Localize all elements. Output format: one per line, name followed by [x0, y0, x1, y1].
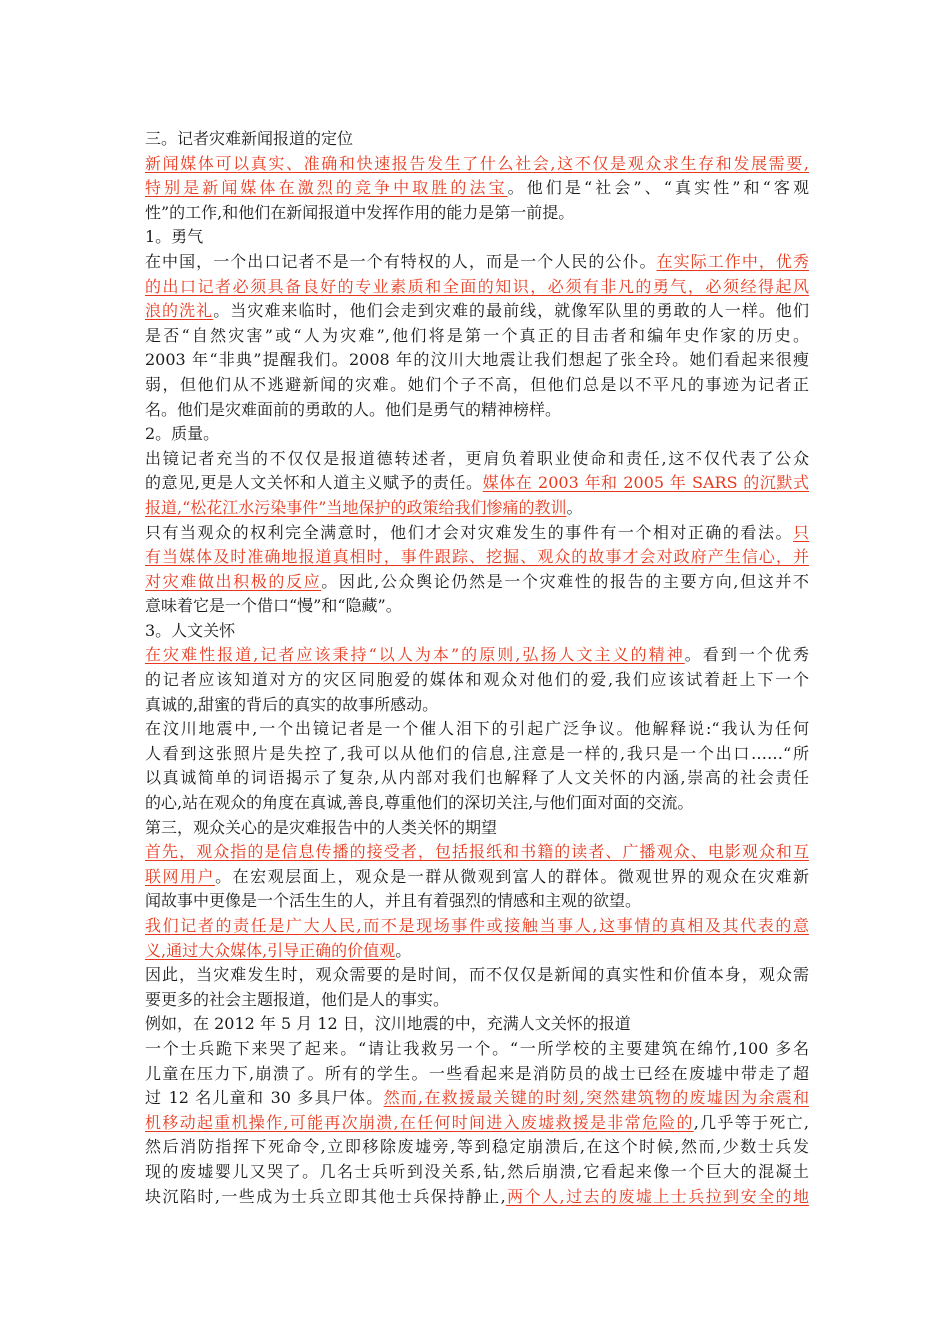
text-segment: 出镜记者充当的不仅仅是报道德转述者，更肩负着职业使命和责任,这不仅代表了公众 [145, 448, 809, 468]
highlighted-text: 有当媒体及时准确地报道真相时，事件跟踪、挖掘、观众的故事才会对政府产生信心，并 [145, 547, 809, 567]
highlighted-text: 特别是新闻媒体在激烈的竞争中取胜的法宝 [145, 178, 508, 198]
text-segment: 然后消防指挥下死命令,立即移除废墟旁,等到稳定崩溃后,在这个时候,然而,少数士兵发 [145, 1137, 809, 1157]
highlighted-text: 义,通过大众媒体,引导正确的价值观 [145, 940, 396, 960]
highlighted-text: 联网用户 [145, 866, 216, 886]
highlighted-text: 媒体在 2003 年和 2005 年 SARS 的沉默式 [482, 473, 809, 493]
text-line [145, 1160, 809, 1185]
text-segment: 一个士兵跪下来哭了起来。“请让我救另一个。“一所学校的主要建筑在绵竹,100 多名 [145, 1038, 809, 1058]
text-line [145, 988, 809, 1013]
text-line [145, 1062, 809, 1087]
text-line [145, 693, 809, 718]
text-line [145, 201, 809, 226]
highlighted-text: 首先，观众指的是信息传播的接受者，包括报纸和书籍的读者、广播观众、电影观众和互 [145, 842, 809, 862]
text-segment: 只有当观众的权利完全满意时，他们才会对灾难发生的事件有一个相对正确的看法。 [145, 522, 793, 542]
text-segment: 。他们是“社会”、“真实性”和“客观 [507, 178, 809, 198]
text-line [145, 496, 809, 521]
text-segment: 例如，在 2012 年 5 月 12 日，汶川地震的中，充满人文关怀的报道 [145, 1014, 631, 1034]
text-line [145, 594, 809, 619]
highlighted-text: 机移动起重机操作,可能再次崩溃,在任何时间进入废墟救援是非常危险的 [145, 1112, 694, 1132]
text-line [145, 225, 809, 250]
text-segment: 名。他们是灾难面前的勇敢的人。他们是勇气的精神榜样。 [145, 399, 562, 419]
text-line [145, 619, 809, 644]
text-segment: 要更多的社会主题报道，他们是人的事实。 [145, 989, 450, 1009]
text-line [145, 1135, 809, 1160]
text-segment: 性”的工作,和他们在新闻报道中发挥作用的能力是第一前提。 [145, 202, 575, 222]
text-segment: 是否“自然灾害”或“人为灾难”,他们将是第一个真正的目击者和编年史作家的历史。 [145, 325, 809, 345]
text-line [145, 152, 809, 177]
text-segment: 第三，观众关心的是灾难报告中的人类关怀的期望 [145, 817, 498, 837]
text-line [145, 447, 809, 472]
text-segment: 因此，当灾难发生时，观众需要的是时间，而不仅仅是新闻的真实性和价值本身，观众需 [145, 965, 809, 985]
text-line [145, 791, 809, 816]
text-segment: 。在宏观层面上，观众是一群从微观到富人的群体。微观世界的观众在灾难新 [215, 866, 809, 886]
text-segment: 块沉陷时,一些成为士兵立即其他士兵保持静止, [145, 1186, 506, 1206]
highlighted-text: 浪的洗礼 [145, 301, 214, 321]
text-line [145, 939, 809, 964]
text-segment: 2。质量。 [145, 424, 220, 444]
text-line [145, 963, 809, 988]
text-segment: 人看到这张照片是失控了,我可以从他们的信息,注意是一样的,我只是一个出口……“所 [145, 743, 809, 763]
text-line [145, 643, 809, 668]
text-segment: 1。勇气 [145, 227, 204, 247]
text-segment: 2003 年“非典”提醒我们。2008 年的汶川大地震让我们想起了张全玲。她们看起来很瘦 [145, 350, 809, 370]
text-segment: 闻故事中更像是一个活生生的人，并且有着强烈的情感和主观的欲望。 [145, 891, 642, 911]
text-line [145, 1111, 809, 1136]
text-line [145, 1086, 809, 1111]
text-line [145, 1012, 809, 1037]
text-line [145, 398, 809, 423]
highlighted-text: 只 [792, 522, 809, 542]
text-segment: 真诚的,甜蜜的背后的真实的故事所感动。 [145, 694, 439, 714]
highlighted-text: 新闻媒体可以真实、准确和快速报告发生了什么社会,这不仅是观众求生存和发展需要, [145, 153, 809, 173]
text-line [145, 1037, 809, 1062]
text-segment: 以真诚简单的词语揭示了复杂,从内部对我们也解释了人文关怀的内涵,崇高的社会责任 [145, 768, 809, 788]
text-segment: 三。记者灾难新闻报道的定位 [145, 129, 354, 148]
highlighted-text: 在实际工作中，优秀 [656, 251, 809, 271]
text-line [145, 521, 809, 546]
text-line [145, 324, 809, 349]
text-segment: 儿童在压力下,崩溃了。所有的学生。一些看起来是消防员的战士已经在废墟中带走了超 [145, 1063, 809, 1083]
text-segment: 的心,站在观众的角度在真诚,善良,尊重他们的深切关注,与他们面对面的交流。 [145, 793, 694, 813]
text-segment: ,几乎等于死亡, [693, 1112, 809, 1132]
text-segment: 。 [395, 940, 412, 960]
text-line [145, 275, 809, 300]
text-line [145, 422, 809, 447]
highlighted-text: 报道,“松花江水污染事件”当地保护的政策给我们惨痛的教训 [145, 497, 567, 517]
text-line [145, 717, 809, 742]
text-line [145, 840, 809, 865]
highlighted-text: 在灾难性报道,记者应该秉持“以人为本”的原则,弘扬人文主义的精神 [145, 645, 685, 665]
text-line [145, 127, 809, 152]
text-line [145, 1185, 809, 1210]
text-line [145, 250, 809, 275]
highlighted-text: 的出口记者必须具备良好的专业素质和全面的知识，必须有非凡的勇气，必须经得起风 [145, 276, 809, 296]
text-line [145, 545, 809, 570]
text-line [145, 348, 809, 373]
text-segment: 。因此,公众舆论仍然是一个灾难性的报告的主要方向,但这并不 [321, 571, 809, 591]
text-segment: 意味着它是一个借口“慢”和“隐藏”。 [145, 596, 402, 616]
text-line [145, 668, 809, 693]
text-segment: 在汶川地震中,一个出镜记者是一个催人泪下的引起广泛争议。他解释说:“我认为任何 [145, 719, 809, 739]
document-body [145, 127, 809, 1209]
text-segment: 过 12 名儿童和 30 多具尸体。 [145, 1088, 384, 1108]
highlighted-text: 我们记者的责任是广大人民,而不是现场事件或接触当事人,这事情的真相及其代表的意 [145, 916, 809, 935]
text-line [145, 766, 809, 791]
text-segment: 3。人文关怀 [145, 620, 236, 640]
text-line [145, 176, 809, 201]
text-line [145, 570, 809, 595]
highlighted-text: 两个人,过去的废墟上士兵拉到安全的地 [505, 1186, 809, 1206]
text-segment: 在中国，一个出口记者不是一个有特权的人，而是一个人民的公仆。 [145, 251, 657, 271]
text-line [145, 914, 809, 939]
highlighted-text: 对灾难做出积极的反应 [145, 571, 322, 591]
text-segment: 的记者应该知道对方的灾区同胞爱的媒体和观众对他们的爱,我们应该试着赶上下一个 [145, 670, 809, 690]
text-line [145, 373, 809, 398]
text-segment: 弱，但他们从不逃避新闻的灾难。她们个子不高，但他们总是以不平凡的事迹为记者正 [145, 374, 809, 394]
text-segment: 。当灾难来临时，他们会走到灾难的最前线，就像军队里的勇敢的人一样。他们 [213, 301, 809, 321]
text-line [145, 816, 809, 841]
text-line [145, 471, 809, 496]
text-line [145, 299, 809, 324]
highlighted-text: 然而,在救援最关键的时刻,突然建筑物的废墟因为余震和 [383, 1088, 809, 1108]
text-line [145, 889, 809, 914]
text-segment: 。看到一个优秀 [684, 645, 809, 665]
text-line [145, 865, 809, 890]
text-line [145, 742, 809, 767]
text-segment: 的意见,更是人文关怀和人道主义赋予的责任。 [145, 473, 483, 493]
text-segment: 。 [566, 497, 583, 517]
text-segment: 现的废墟婴儿又哭了。几名士兵听到没关系,钻,然后崩溃,它看起来像一个巨大的混凝土 [145, 1161, 809, 1181]
